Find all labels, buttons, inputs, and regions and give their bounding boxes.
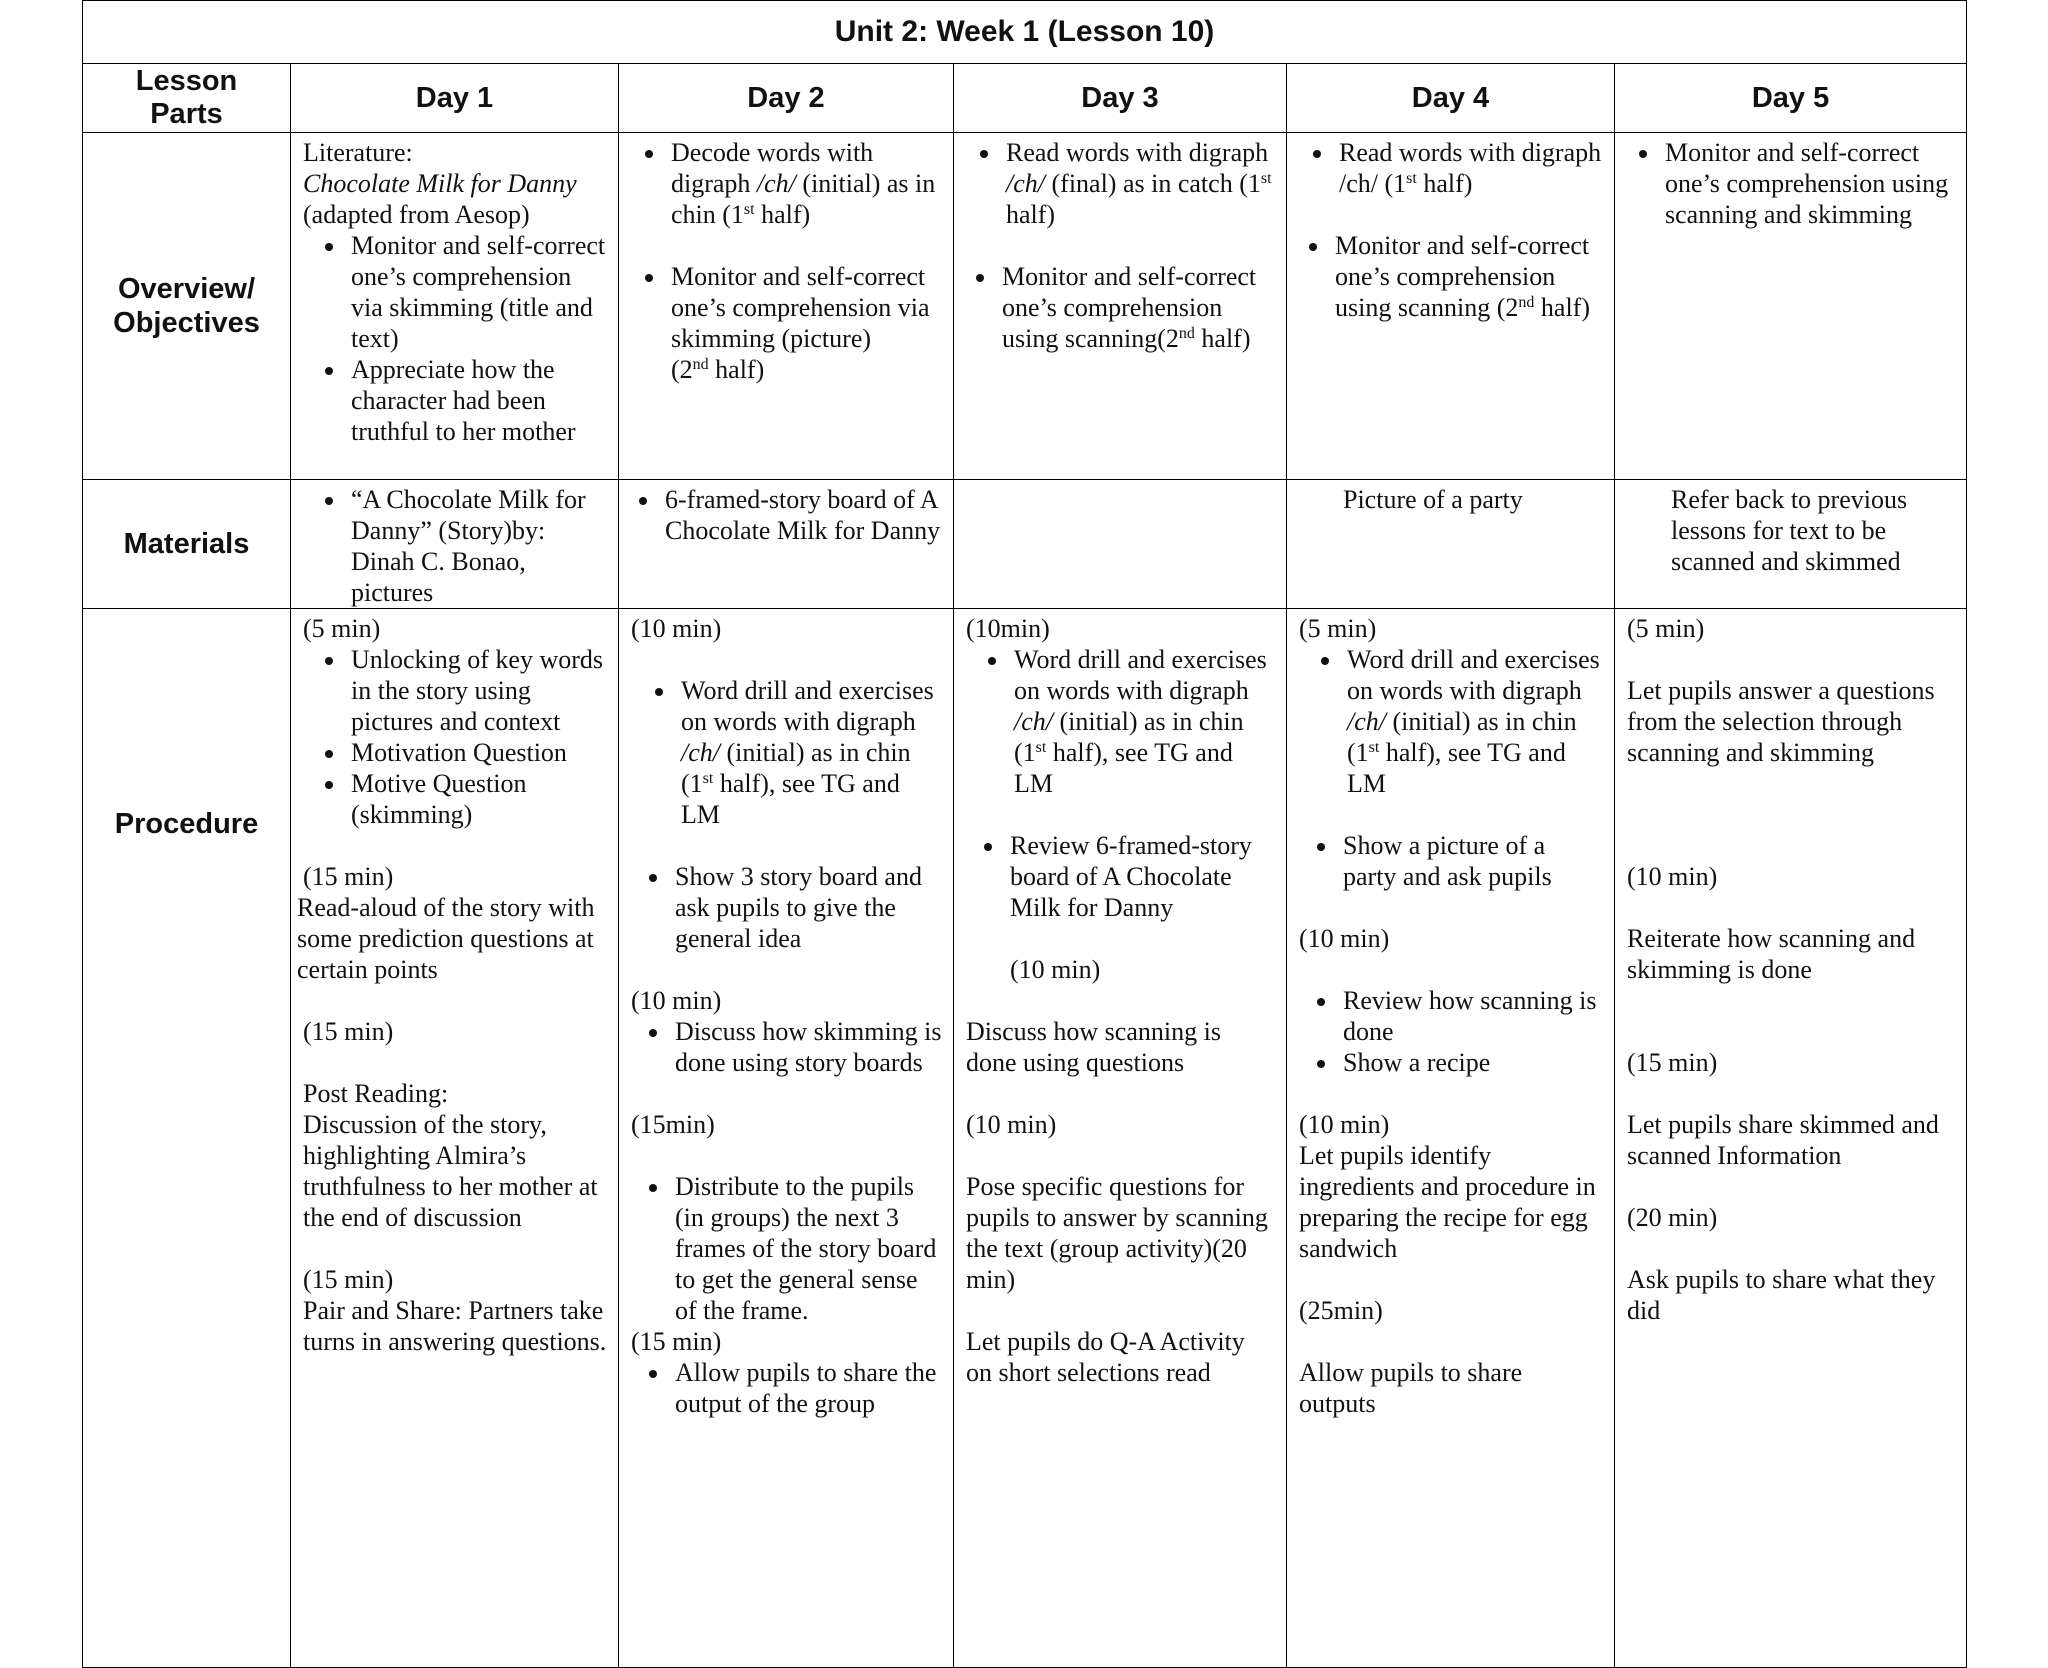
objectives-day-1 [291, 133, 619, 480]
procedure-text: Let pupils identify ingredients and procedure in preparing the recipe for egg sandwich [1299, 1141, 1596, 1263]
procedure-item: • Word drill and exercises on words with digraph /ch/ (initial) as in chin (1st half), see TG and LM [1010, 644, 1276, 799]
time-label: (10 min) [966, 1110, 1057, 1139]
objectives-day-4 [1287, 133, 1615, 480]
time-label: (20 min) [1627, 1203, 1718, 1232]
objective-item: • Decode words with digraph /ch/ (initial) as in chin (1st half) [667, 137, 943, 230]
procedure-text: Reiterate how scanning and skimming is done [1627, 924, 1916, 984]
procedure-item: • Distribute to the pupils (in groups) the next 3 frames of the story board to get the general sense of the frame. [671, 1171, 943, 1326]
time-label: (10 min) [631, 986, 722, 1015]
procedure-text: Discussion of the story, highlighting Almira’s truthfulness to her mother at the end of discussion [303, 1110, 598, 1232]
header-day-3: Day 3 [954, 64, 1287, 133]
procedure-text: Pair and Share: Partners take turns in answering questions. [303, 1296, 607, 1356]
materials-day-1 [291, 480, 619, 609]
procedure-text: Pose specific questions for pupils to answer by scanning the text (group activity)(20 min) [966, 1172, 1268, 1294]
procedure-day-1 [291, 609, 619, 1668]
procedure-item: • Review 6-framed-story board of A Chocolate Milk for Danny [1006, 830, 1276, 923]
procedure-row [83, 609, 1967, 1668]
time-label: (15 min) [303, 862, 394, 891]
procedure-day-5 [1615, 609, 1967, 1668]
time-label: (10 min) [1299, 924, 1390, 953]
table-title: Unit 2: Week 1 (Lesson 10) [83, 1, 1967, 64]
header-day-5: Day 5 [1615, 64, 1967, 133]
material-item: • 6-framed-story board of A Chocolate Milk for Danny [661, 484, 943, 546]
row-label-procedure: Procedure [83, 609, 291, 1668]
procedure-item: • Word drill and exercises on words with digraph /ch/ (initial) as in chin (1st half), see TG and LM [1343, 644, 1604, 799]
objective-item: • Read words with digraph /ch/ (final) as in catch (1st half) [1002, 137, 1276, 230]
procedure-item: • Show 3 story board and ask pupils to give the general idea [671, 861, 943, 954]
materials-day-5 [1615, 480, 1967, 609]
objectives-day-3 [954, 133, 1287, 480]
time-label: (10 min) [1627, 862, 1718, 891]
procedure-text: Post Reading: [303, 1079, 449, 1108]
procedure-item: • Unlocking of key words in the story using pictures and context [347, 644, 608, 737]
time-label: (10 min) [1010, 955, 1101, 984]
procedure-item: • Motivation Question [347, 737, 608, 768]
materials-day-4 [1287, 480, 1615, 609]
objectives-day-5 [1615, 133, 1967, 480]
adapted-note: (adapted from Aesop) [303, 200, 530, 229]
title-row [83, 1, 1967, 64]
objective-item: • Monitor and self-correct one’s comprehension using scanning and skimming [1661, 137, 1956, 230]
procedure-item: • Allow pupils to share the output of the group [671, 1357, 943, 1419]
time-label: (25min) [1299, 1296, 1383, 1325]
objective-item: • Monitor and self-correct one’s comprehension using scanning (2nd half) [1331, 230, 1604, 323]
procedure-day-4 [1287, 609, 1615, 1668]
literature-label: Literature: [303, 138, 413, 167]
materials-row [83, 480, 1967, 609]
row-label-materials: Materials [83, 480, 291, 609]
time-label: (15min) [631, 1110, 715, 1139]
row-label-objectives: Overview/ Objectives [83, 133, 291, 480]
time-label: (10 min) [1299, 1110, 1390, 1139]
objective-item: • Monitor and self-correct one’s comprehension using scanning(2nd half) [998, 261, 1276, 354]
objective-item: • Appreciate how the character had been truthful to her mother [347, 354, 608, 447]
procedure-item: • Word drill and exercises on words with digraph /ch/ (initial) as in chin (1st half), see TG and LM [677, 675, 943, 830]
procedure-text: Ask pupils to share what they did [1627, 1265, 1936, 1325]
procedure-text: Read-aloud of the story with some prediction questions at certain points [297, 893, 595, 984]
header-day-4: Day 4 [1287, 64, 1615, 133]
header-lesson-parts: Lesson Parts [83, 64, 291, 133]
objectives-day-2 [619, 133, 954, 480]
time-label: (15 min) [631, 1327, 722, 1356]
procedure-item: • Discuss how skimming is done using story boards [671, 1016, 943, 1078]
procedure-text: Discuss how scanning is done using questions [966, 1017, 1221, 1077]
material-text: Refer back to previous lessons for text to be scanned and skimmed [1671, 485, 1908, 576]
procedure-day-3 [954, 609, 1287, 1668]
procedure-day-2 [619, 609, 954, 1668]
time-label: (5 min) [1299, 614, 1377, 643]
procedure-item: • Show a recipe [1339, 1047, 1604, 1078]
time-label: (15 min) [303, 1265, 394, 1294]
procedure-text: Allow pupils to share outputs [1299, 1358, 1523, 1418]
materials-day-2 [619, 480, 954, 609]
procedure-item: • Motive Question (skimming) [347, 768, 608, 830]
procedure-text: Let pupils do Q-A Activity on short selections read [966, 1327, 1245, 1387]
time-label: (15 min) [1627, 1048, 1718, 1077]
objective-item: • Monitor and self-correct one’s comprehension via skimming (title and text) [347, 230, 608, 354]
time-label: (10 min) [631, 614, 722, 643]
time-label: (15 min) [303, 1017, 394, 1046]
story-title: Chocolate Milk for Danny [303, 169, 577, 198]
procedure-text: Let pupils share skimmed and scanned Information [1627, 1110, 1939, 1170]
time-label: (5 min) [303, 614, 381, 643]
procedure-item: • Review how scanning is done [1339, 985, 1604, 1047]
objectives-row [83, 133, 1967, 480]
time-label: (10min) [966, 614, 1050, 643]
objective-item: • Monitor and self-correct one’s comprehension via skimming (picture) (2nd half) [667, 261, 943, 385]
time-label: (5 min) [1627, 614, 1705, 643]
header-row [83, 64, 1967, 133]
procedure-item: • Show a picture of a party and ask pupils [1339, 830, 1604, 892]
material-item: • “A Chocolate Milk for Danny” (Story)by: Dinah C. Bonao, pictures [347, 484, 608, 608]
lesson-plan-table [82, 0, 1967, 1668]
header-day-1: Day 1 [291, 64, 619, 133]
procedure-text: Let pupils answer a questions from the selection through scanning and skimming [1627, 676, 1935, 767]
material-text: Picture of a party [1343, 485, 1523, 514]
objective-item: • Read words with digraph /ch/ (1st half) [1335, 137, 1604, 199]
materials-day-3 [954, 480, 1287, 609]
header-day-2: Day 2 [619, 64, 954, 133]
